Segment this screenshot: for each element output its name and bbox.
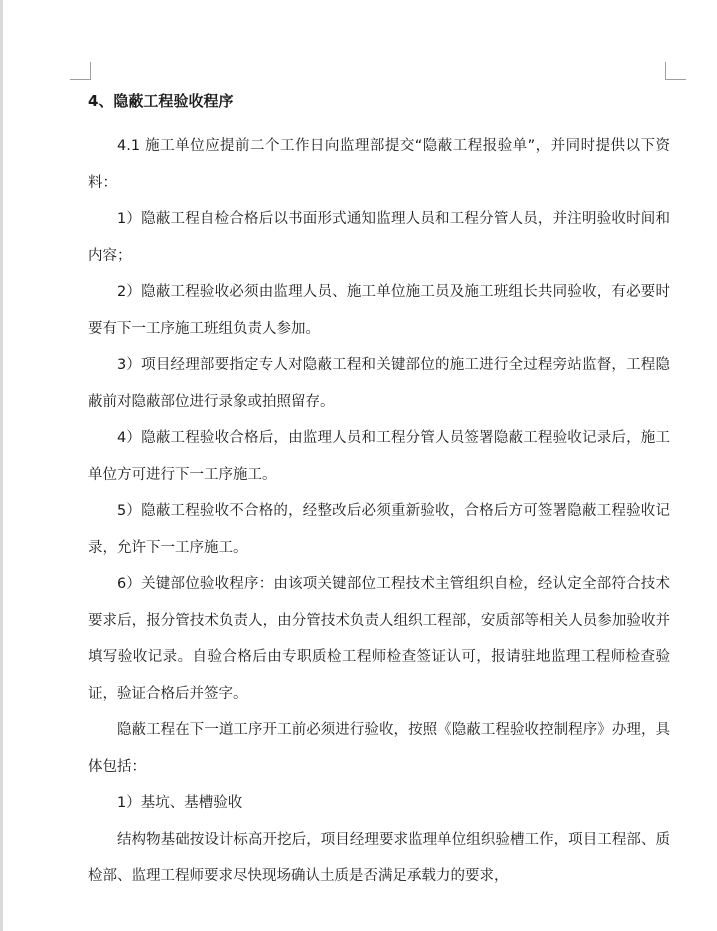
paragraph-hidden-works-intro: 隐蔽工程在下一道工序开工前必须进行验收，按照《隐蔽工程验收控制程序》办理，具体包括： bbox=[88, 722, 670, 775]
page-left-edge bbox=[0, 0, 3, 931]
paragraph-4-1: 4.1 施工单位应提前二个工作日向监理部提交“隐蔽工程报验单”，并同时提供以下资料： bbox=[88, 138, 670, 191]
section-heading: 4、隐蔽工程验收程序 bbox=[88, 92, 234, 110]
paragraph-item-5: 5）隐蔽工程验收不合格的，经整改后必须重新验收，合格后方可签署隐蔽工程验收记录，允许下一工序施工。 bbox=[88, 503, 670, 556]
paragraph-item-1: 1）隐蔽工程自检合格后以书面形式通知监理人员和工程分管人员，并注明验收时间和内容； bbox=[88, 211, 670, 264]
document-body bbox=[88, 89, 670, 895]
paragraph-item-3: 3）项目经理部要指定专人对隐蔽工程和关键部位的施工进行全过程旁站监督，工程隐蔽前对隐蔽部位进行录象或拍照留存。 bbox=[88, 357, 670, 410]
paragraph-foundation-pit-title: 1）基坑、基槽验收 bbox=[117, 795, 243, 811]
paragraph-item-2: 2）隐蔽工程验收必须由监理人员、施工单位施工员及施工班组长共同验收，有必要时要有下一工序施工班组负责人参加。 bbox=[88, 284, 670, 337]
crop-mark-top-right bbox=[665, 62, 686, 80]
paragraph-item-4: 4）隐蔽工程验收合格后，由监理人员和工程分管人员签署隐蔽工程验收记录后，施工单位方可进行下一工序施工。 bbox=[88, 430, 670, 483]
paragraph-item-6: 6）关键部位验收程序：由该项关键部位工程技术主管组织自检，经认定全部符合技术要求后，报分管技术负责人，由分管技术负责人组织工程部，安质部等相关人员参加验收并填写验收记录。自验合格后由专职质检工程师检查签证认可，报请驻地监理工程师检查验证，验证合格后并签字。 bbox=[88, 576, 670, 702]
paragraph-foundation-pit-text: 结构物基础按设计标高开挖后，项目经理要求监理单位组织验槽工作，项目工程部、质检部、监理工程师要求尽快现场确认土质是否满足承载力的要求， bbox=[88, 831, 670, 884]
crop-mark-top-left bbox=[70, 62, 91, 80]
